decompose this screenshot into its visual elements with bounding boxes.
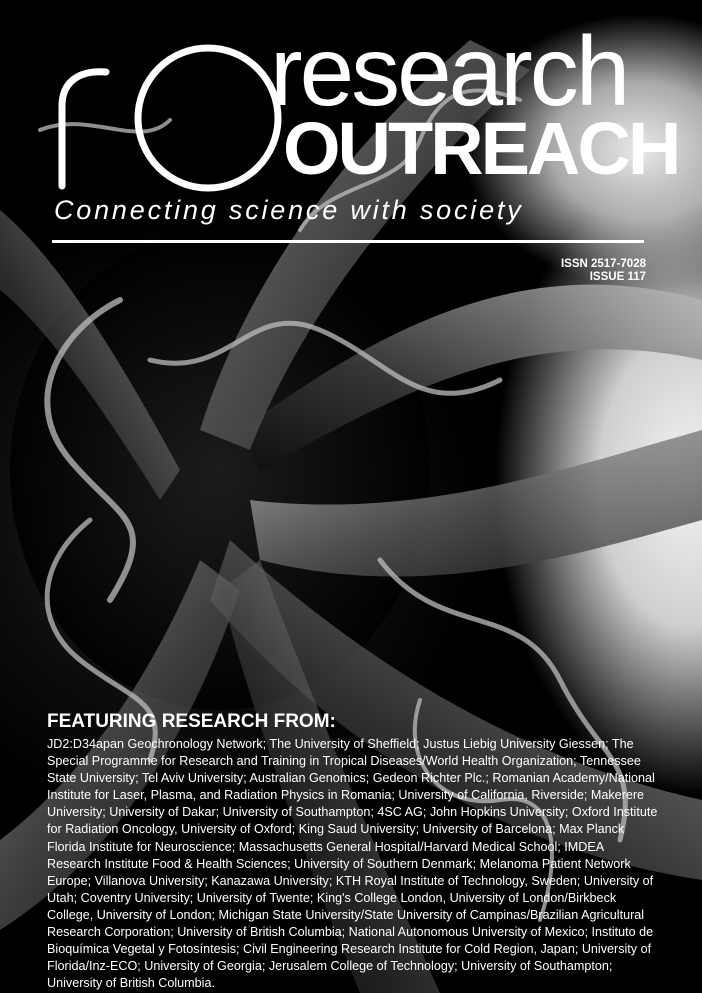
featuring-institutions: JD2:D34apan Geochronology Network; The University of Sheffield; Justus Liebig University Giessen; The Special Programme for Research and Training in Tropical Diseases/World Health Organization; Tennessee State University; Tel Aviv University; Australian Genomics; Gedeon Richter Plc.; Romanian Academy/National Institute for Laser, Plasma, and Radiation Physics in Romania; University of California, Riverside; Makerere University; University of Dakar; University of Southampton; 4SC AG; John Hopkins University; Oxford Institute for Radiation Oncology, University of Oxford; King Saud University; University of Barcelona; Max Planck Florida Institute for Neuroscience; Massachusetts General Hospital/Harvard Medical School; IMDEA Research Institute Food & Health Sciences; University of Southern Denmark; Melanoma Patient Network Europe; Villanova University; Kanazawa University; KTH Royal Institute of Technology, Sweden; University of Utah; Coventry University; University of Twente; King's College London, University of London/Birkbeck College, University of London; Michigan State University/State University of Campinas/Brazilian Agricultural Research Corporation; University of British Columbia; National Autonomous University of Mexico; Instituto de Bioquímica Vegetal y Fotosíntesis; Civil Engineering Research Institute for Cold Region, Japan; University of Florida/Inz-ECO; University of Georgia; Jerusalem College of Technology; University of Southampton; University of British Columbia. — [47, 737, 658, 991]
issn-number: ISSN 2517-7028 — [560, 258, 646, 270]
masthead-research: research — [270, 16, 628, 126]
issue-number: ISSUE 117 — [589, 271, 646, 283]
issue-info — [561, 258, 646, 284]
tagline: Connecting science with society — [54, 195, 524, 225]
brand-logo — [48, 36, 288, 196]
masthead-outreach: OUTREACH — [283, 107, 679, 190]
masthead-divider — [52, 240, 644, 243]
featuring-heading: FEATURING RESEARCH FROM: — [47, 711, 336, 732]
